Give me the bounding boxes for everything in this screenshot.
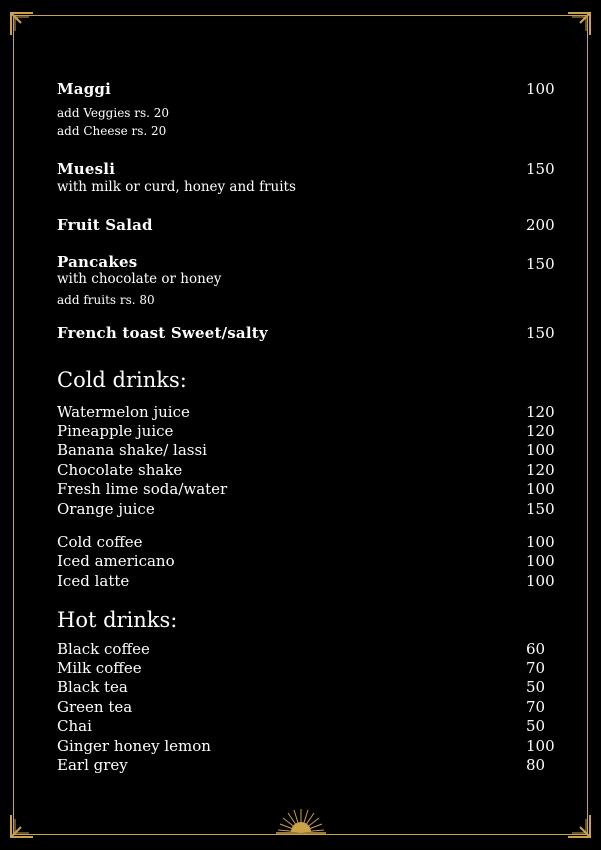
corner-ornament-icon (566, 813, 592, 839)
item-price: 120 (526, 422, 555, 440)
item-price: 100 (526, 533, 555, 551)
item-name: Black coffee (57, 640, 150, 658)
item-name: Pancakes (57, 253, 138, 271)
item-price: 100 (526, 80, 555, 98)
section-heading-cold-drinks: Cold drinks: (57, 368, 187, 392)
item-name: Muesli (57, 160, 116, 178)
item-name: Orange juice (57, 500, 155, 518)
corner-ornament-icon (566, 11, 592, 37)
item-name: Black tea (57, 678, 128, 696)
item-name: Iced latte (57, 572, 130, 590)
addon-text: add Veggies rs. 20 (57, 106, 170, 120)
item-name: Banana shake/ lassi (57, 441, 207, 459)
item-price: 200 (526, 216, 555, 234)
item-price: 50 (526, 678, 546, 696)
item-name: French toast Sweet/salty (57, 324, 268, 342)
item-name: Fruit Salad (57, 216, 153, 234)
item-description: with chocolate or honey (57, 271, 222, 287)
item-price: 100 (526, 737, 555, 755)
item-name: Milk coffee (57, 659, 142, 677)
item-name: Pineapple juice (57, 422, 174, 440)
item-description: with milk or curd, honey and fruits (57, 179, 296, 195)
item-name: Chai (57, 717, 92, 735)
item-name: Cold coffee (57, 533, 143, 551)
item-price: 100 (526, 572, 555, 590)
item-price: 100 (526, 480, 555, 498)
item-price: 80 (526, 756, 546, 774)
corner-ornament-icon (9, 11, 35, 37)
item-name: Fresh lime soda/water (57, 480, 228, 498)
item-price: 120 (526, 403, 555, 421)
item-name: Earl grey (57, 756, 128, 774)
item-price: 70 (526, 659, 546, 677)
corner-ornament-icon (9, 813, 35, 839)
item-price: 150 (526, 500, 555, 518)
addon-text: add Cheese rs. 20 (57, 124, 167, 138)
item-name: Iced americano (57, 552, 175, 570)
item-price: 150 (526, 160, 555, 178)
item-name: Maggi (57, 80, 111, 98)
item-name: Chocolate shake (57, 461, 183, 479)
item-name: Green tea (57, 698, 133, 716)
item-price: 100 (526, 441, 555, 459)
item-price: 50 (526, 717, 546, 735)
sunburst-icon (276, 806, 326, 836)
item-price: 150 (526, 255, 555, 273)
item-price: 100 (526, 552, 555, 570)
item-name: Ginger honey lemon (57, 737, 211, 755)
item-price: 60 (526, 640, 546, 658)
section-heading-hot-drinks: Hot drinks: (57, 608, 178, 632)
item-price: 150 (526, 324, 555, 342)
addon-text: add fruits rs. 80 (57, 293, 155, 307)
item-name: Watermelon juice (57, 403, 190, 421)
item-price: 120 (526, 461, 555, 479)
item-price: 70 (526, 698, 546, 716)
